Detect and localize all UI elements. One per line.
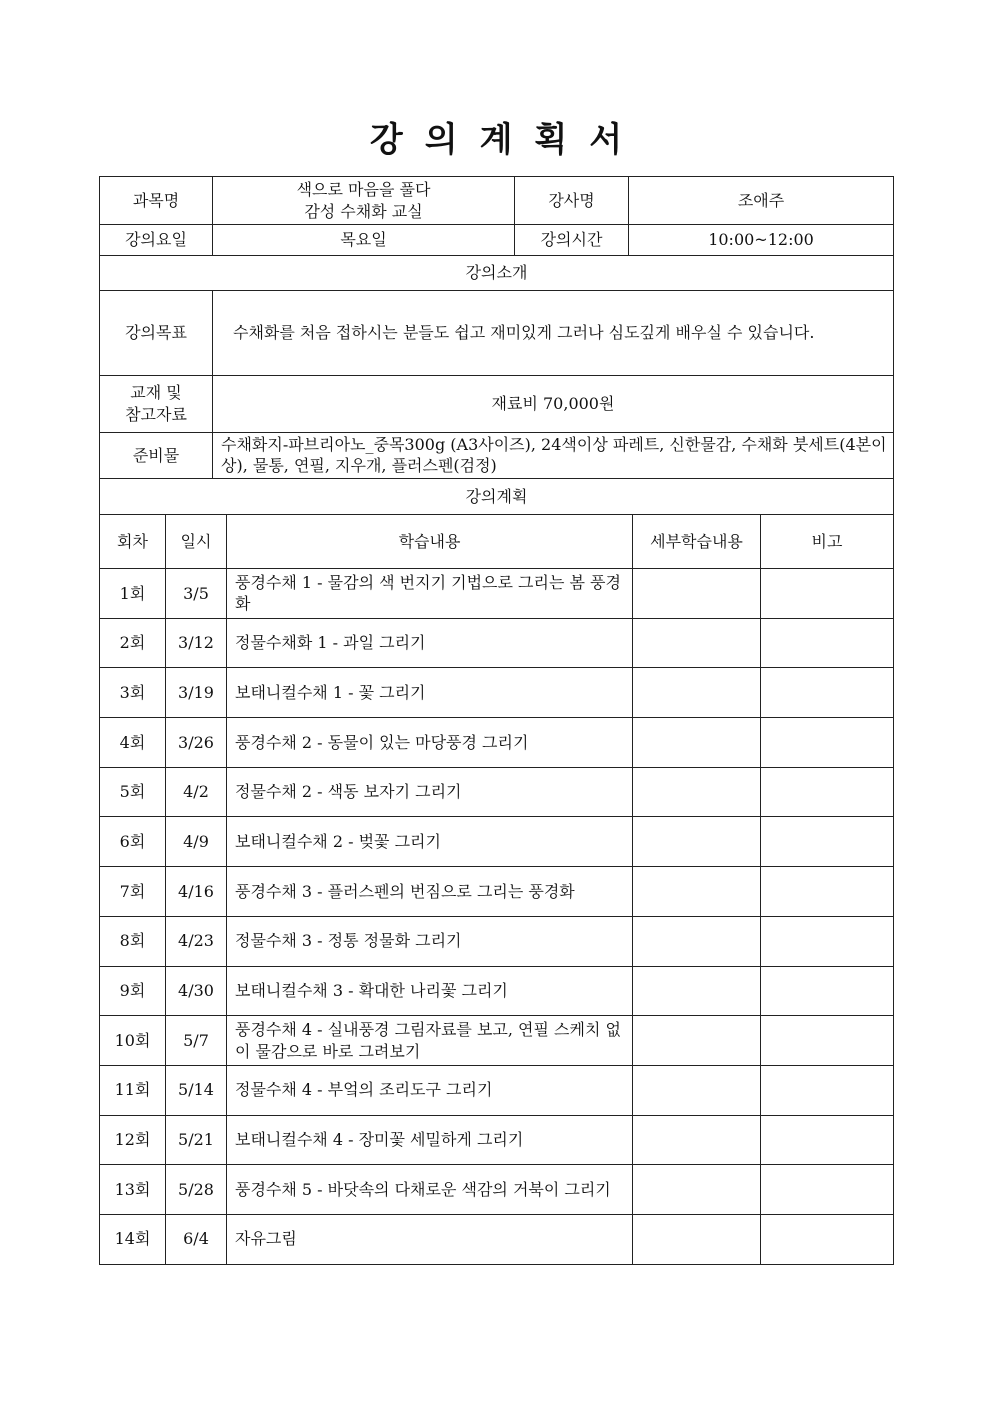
session-date: 4/30: [166, 966, 227, 1016]
session-content: 풍경수채 4 - 실내풍경 그림자료를 보고, 연필 스케치 없이 물감으로 바로 그려보기: [227, 1016, 633, 1066]
session-note: [761, 916, 894, 966]
session-date: 5/28: [166, 1165, 227, 1215]
plan-header-row: [100, 515, 894, 569]
day-label: 강의요일: [100, 225, 213, 256]
session-date: 5/14: [166, 1065, 227, 1115]
table-row: [100, 668, 894, 718]
session-detail: [633, 618, 761, 668]
session-date: 4/23: [166, 916, 227, 966]
session-content: 정물수채화 1 - 과일 그리기: [227, 618, 633, 668]
session-content: 풍경수채 1 - 물감의 색 번지기 기법으로 그리는 봄 풍경화: [227, 569, 633, 619]
session-content: 풍경수채 3 - 플러스펜의 번짐으로 그리는 풍경화: [227, 867, 633, 917]
instructor-value: 조애주: [629, 177, 894, 225]
session-date: 6/4: [166, 1214, 227, 1264]
header-detail: 세부학습내용: [633, 515, 761, 569]
session-note: [761, 1165, 894, 1215]
session-detail: [633, 718, 761, 768]
session-date: 3/19: [166, 668, 227, 718]
session-content: 보태니컬수채 2 - 벚꽃 그리기: [227, 817, 633, 867]
table-row: [100, 1115, 894, 1165]
session-detail: [633, 1065, 761, 1115]
session-note: [761, 718, 894, 768]
table-row: [100, 569, 894, 619]
session-number: 12회: [100, 1115, 166, 1165]
goal-value: 수채화를 처음 접하시는 분들도 쉽고 재미있게 그러나 심도깊게 배우실 수 있습니다.: [213, 291, 894, 376]
session-content: 보태니컬수채 1 - 꽃 그리기: [227, 668, 633, 718]
session-content: 보태니컬수채 4 - 장미꽃 세밀하게 그리기: [227, 1115, 633, 1165]
course-name-value: [213, 177, 515, 225]
session-detail: [633, 668, 761, 718]
session-detail: [633, 817, 761, 867]
session-detail: [633, 767, 761, 817]
prep-value: 수채화지-파브리아노_중목300g (A3사이즈), 24색이상 파레트, 신한물감, 수채화 붓세트(4본이상), 물통, 연필, 지우개, 플러스펜(검정): [213, 433, 894, 479]
table-row: [100, 966, 894, 1016]
table-row: [100, 618, 894, 668]
intro-section-header: 강의소개: [100, 256, 894, 291]
session-detail: [633, 1214, 761, 1264]
lesson-plan-table: [99, 514, 894, 1265]
session-note: [761, 867, 894, 917]
session-date: 3/12: [166, 618, 227, 668]
session-note: [761, 1214, 894, 1264]
session-content: 풍경수채 2 - 동물이 있는 마당풍경 그리기: [227, 718, 633, 768]
plan-section-header: 강의계획: [100, 479, 894, 515]
session-number: 14회: [100, 1214, 166, 1264]
session-note: [761, 569, 894, 619]
session-date: 5/21: [166, 1115, 227, 1165]
course-name-label: 과목명: [100, 177, 213, 225]
session-number: 13회: [100, 1165, 166, 1215]
session-note: [761, 817, 894, 867]
table-row: [100, 767, 894, 817]
session-content: 정물수채 4 - 부엌의 조리도구 그리기: [227, 1065, 633, 1115]
header-note: 비고: [761, 515, 894, 569]
table-row: [100, 817, 894, 867]
session-number: 10회: [100, 1016, 166, 1066]
session-detail: [633, 1165, 761, 1215]
session-number: 6회: [100, 817, 166, 867]
session-content: 정물수채 2 - 색동 보자기 그리기: [227, 767, 633, 817]
session-number: 2회: [100, 618, 166, 668]
header-date: 일시: [166, 515, 227, 569]
course-name-line1: 색으로 마음을 풀다: [296, 179, 431, 199]
session-number: 8회: [100, 916, 166, 966]
session-number: 4회: [100, 718, 166, 768]
session-date: 4/9: [166, 817, 227, 867]
session-note: [761, 1065, 894, 1115]
session-note: [761, 618, 894, 668]
table-row: [100, 1065, 894, 1115]
session-content: 정물수채 3 - 정통 정물화 그리기: [227, 916, 633, 966]
session-number: 7회: [100, 867, 166, 917]
session-date: 3/5: [166, 569, 227, 619]
session-note: [761, 1016, 894, 1066]
session-content: 자유그림: [227, 1214, 633, 1264]
session-detail: [633, 966, 761, 1016]
time-label: 강의시간: [515, 225, 629, 256]
session-number: 5회: [100, 767, 166, 817]
course-info-table: [99, 176, 894, 515]
session-note: [761, 966, 894, 1016]
session-detail: [633, 1115, 761, 1165]
session-detail: [633, 1016, 761, 1066]
material-label: [100, 376, 213, 433]
session-content: 풍경수채 5 - 바닷속의 다채로운 색감의 거북이 그리기: [227, 1165, 633, 1215]
goal-label: 강의목표: [100, 291, 213, 376]
session-date: 4/2: [166, 767, 227, 817]
material-label-line1: 교재 및: [130, 383, 182, 403]
session-note: [761, 668, 894, 718]
table-row: [100, 1016, 894, 1066]
session-number: 3회: [100, 668, 166, 718]
day-value: 목요일: [213, 225, 515, 256]
header-content: 학습내용: [227, 515, 633, 569]
session-note: [761, 1115, 894, 1165]
instructor-label: 강사명: [515, 177, 629, 225]
session-note: [761, 767, 894, 817]
session-content: 보태니컬수채 3 - 확대한 나리꽃 그리기: [227, 966, 633, 1016]
session-date: 3/26: [166, 718, 227, 768]
document-title: 강의계획서: [369, 120, 645, 160]
session-number: 9회: [100, 966, 166, 1016]
time-value: 10:00~12:00: [629, 225, 894, 256]
table-row: [100, 718, 894, 768]
material-label-line2: 참고자료: [125, 405, 187, 424]
session-detail: [633, 569, 761, 619]
material-value: 재료비 70,000원: [213, 376, 894, 433]
session-date: 5/7: [166, 1016, 227, 1066]
table-row: [100, 867, 894, 917]
prep-label: 준비물: [100, 433, 213, 479]
session-number: 11회: [100, 1065, 166, 1115]
table-row: [100, 1214, 894, 1264]
session-detail: [633, 916, 761, 966]
table-row: [100, 1165, 894, 1215]
course-name-line2: 감성 수채화 교실: [304, 201, 423, 221]
session-number: 1회: [100, 569, 166, 619]
header-session: 회차: [100, 515, 166, 569]
session-date: 4/16: [166, 867, 227, 917]
session-detail: [633, 867, 761, 917]
table-row: [100, 916, 894, 966]
